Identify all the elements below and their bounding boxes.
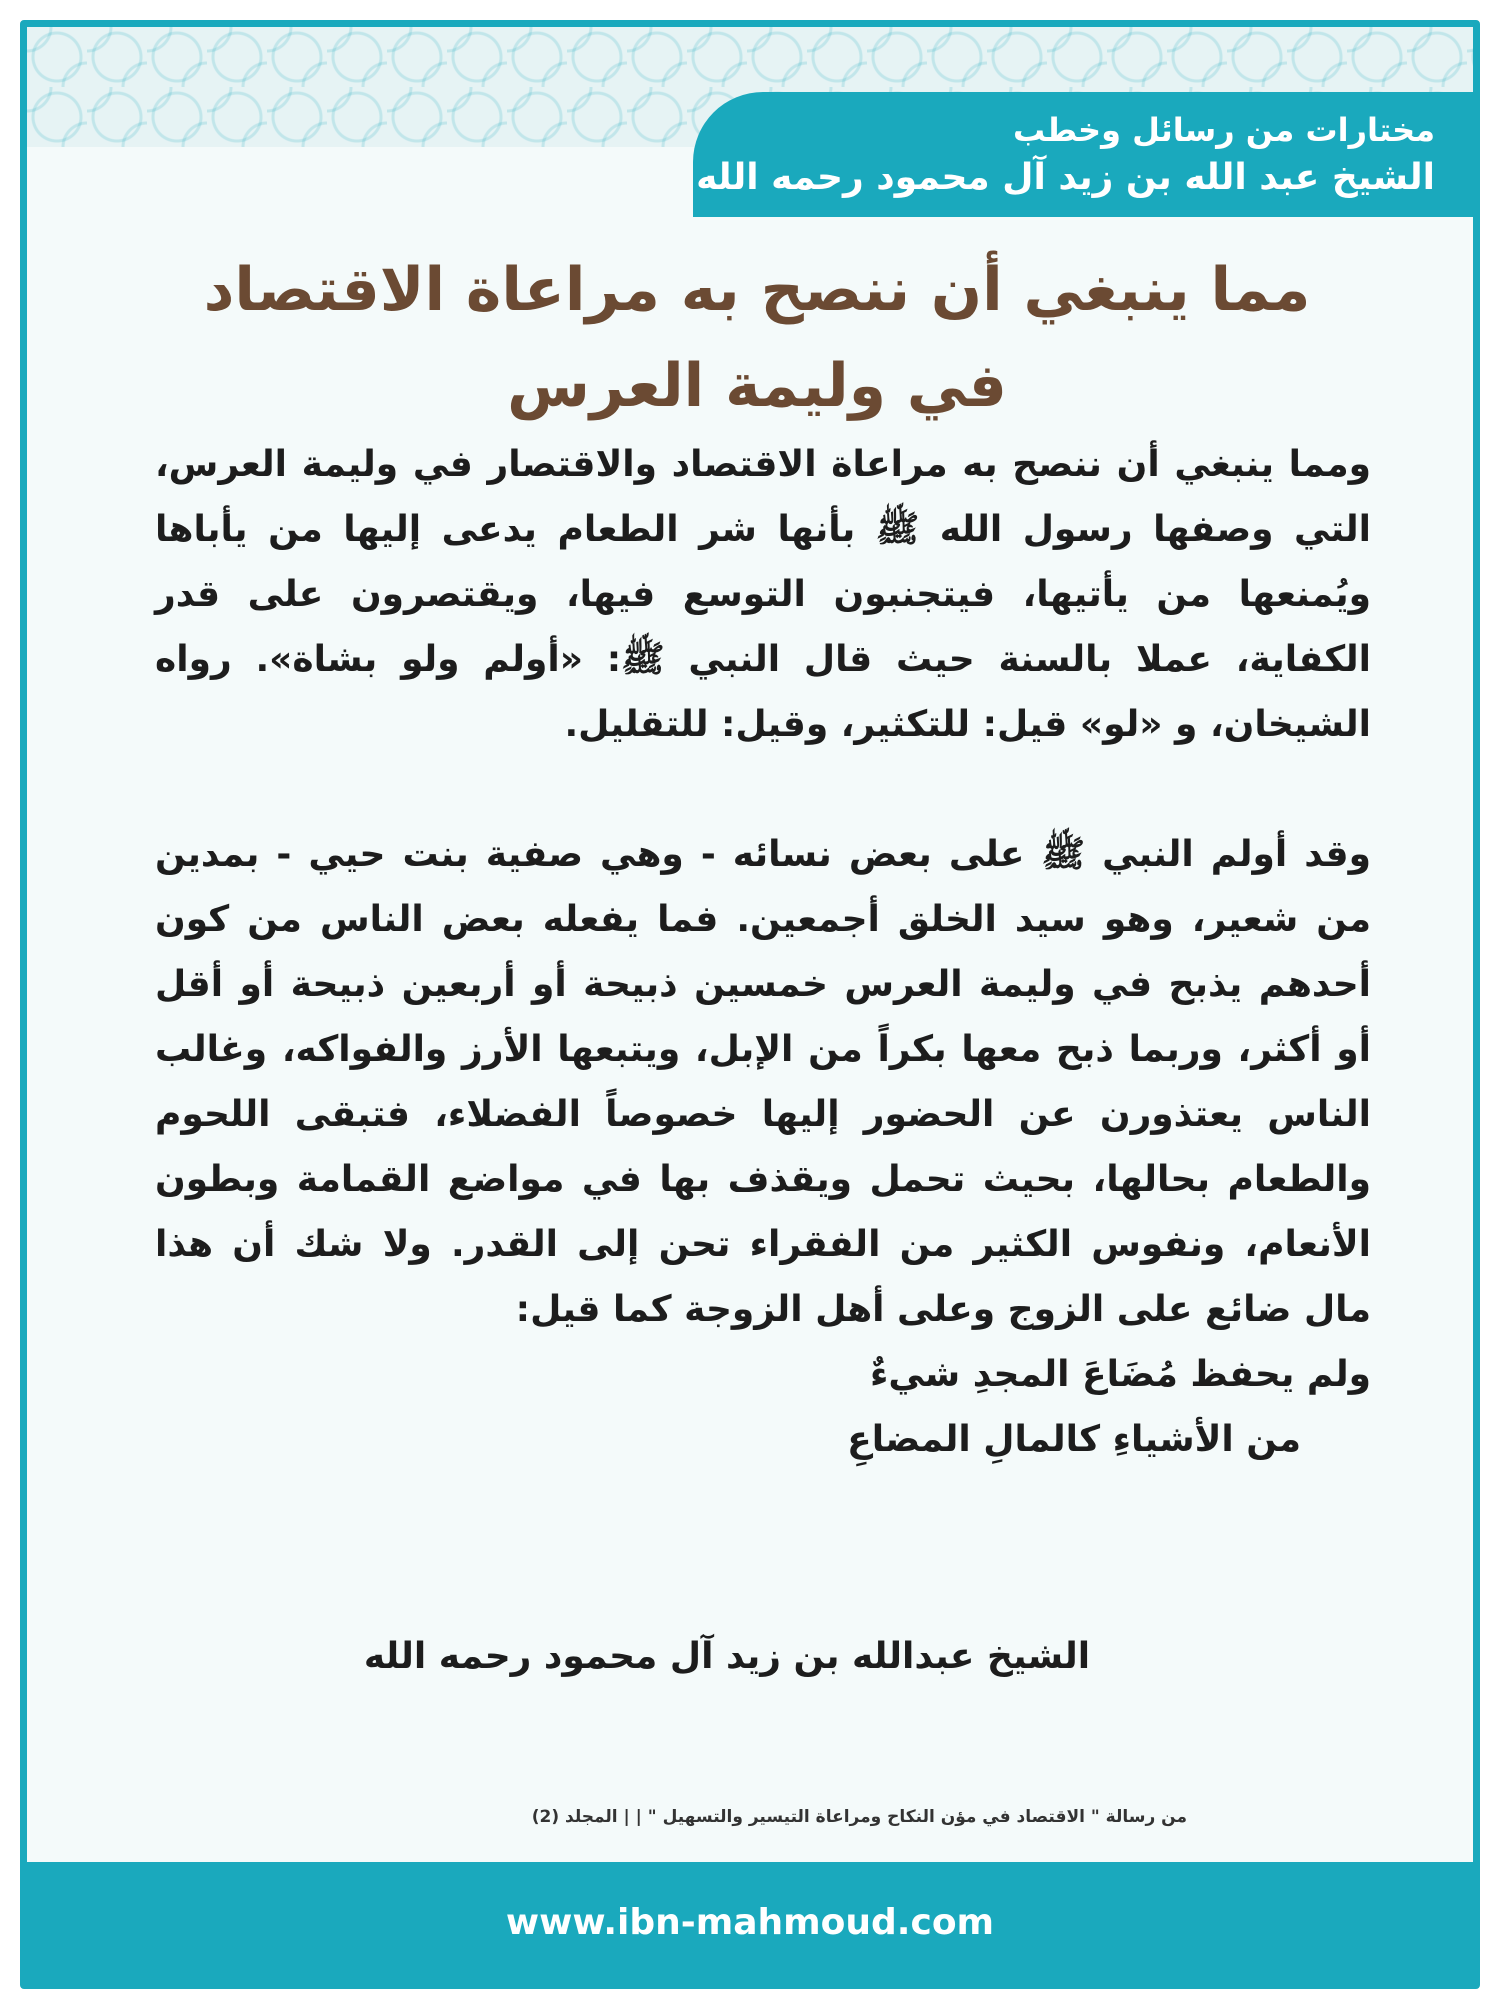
poem: [155, 1342, 1371, 1472]
header-band: [693, 92, 1473, 217]
article-body: [155, 432, 1371, 1472]
author-signature: الشيخ عبدالله بن زيد آل محمود رحمه الله: [363, 1636, 1091, 1677]
paragraph-1: ومما ينبغي أن ننصح به مراعاة الاقتصاد والاقتصار في وليمة العرس، التي وصفها رسول الله ﷺ بأنها شر الطعام يدعى إليها من يأباها ويُمنعها من يأتيها، فيتجنبون التوسع فيها، ويقتصرون على قدر الكفاية، عملا بالسنة حيث قال النبي ﷺ: «أولم ولو بشاة». رواه الشيخان، و «لو» قيل: للتكثير، وقيل: للتقليل.: [155, 444, 1371, 745]
poem-verse-2: من الأشياءِ كالمالِ المضاعِ: [847, 1419, 1301, 1460]
article-card: [20, 20, 1480, 1989]
poem-verse-1: ولم يحفظ مُضَاعَ المجدِ شيءٌ: [869, 1354, 1371, 1395]
source-citation: من رسالة " الاقتصاد في مؤن النكاح ومراعاة التيسير والتسهيل " | | المجلد (2): [531, 1807, 1187, 1827]
header-subtitle: مختارات من رسائل وخطب: [1012, 110, 1435, 149]
header-author: الشيخ عبد الله بن زيد آل محمود رحمه الله: [696, 156, 1435, 198]
website-link[interactable]: www.ibn-mahmoud.com: [505, 1901, 995, 1943]
article-title: مما ينبغي أن ننصح به مراعاة الاقتصاد في وليمة العرس: [203, 255, 1311, 421]
footer-band: [27, 1862, 1473, 1982]
paragraph-2: وقد أولم النبي ﷺ على بعض نسائه - وهي صفية بنت حيي - بمدين من شعير، وهو سيد الخلق أجمعين. فما يفعله بعض الناس من كون أحدهم يذبح في وليمة العرس خمسين ذبيحة أو أربعين ذبيحة أو أقل أو أكثر، وربما ذبح معها بكراً من الإبل، ويتبعها الأرز والفواكه، وغالب الناس يعتذورن عن الحضور إليها خصوصاً الفضلاء، فتبقى اللحوم والطعام بحالها، بحيث تحمل ويقذف بها في مواضع القمامة وبطون الأنعام، ونفوس الكثير من الفقراء تحن إلى القدر. ولا شك أن هذا مال ضائع على الزوج وعلى أهل الزوجة كما قيل:: [155, 834, 1371, 1330]
